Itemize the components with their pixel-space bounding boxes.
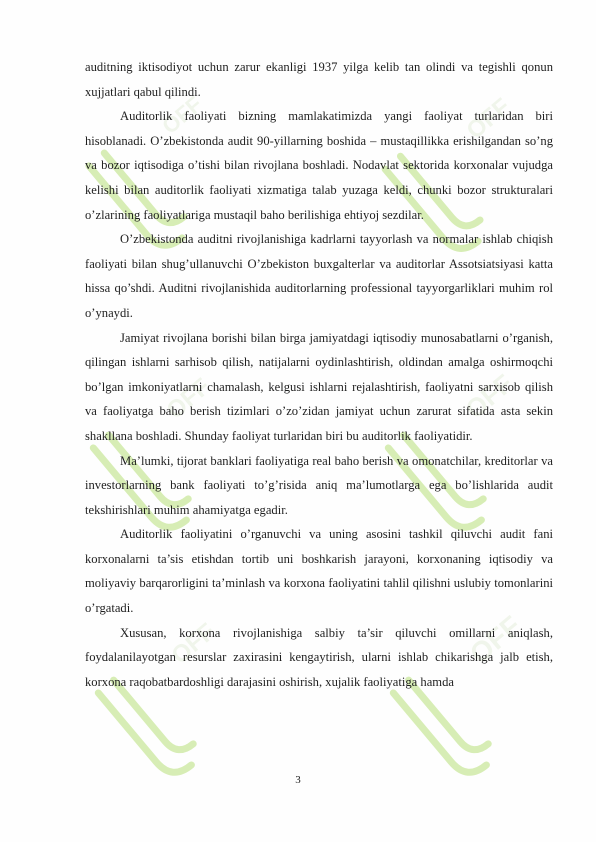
watermark-text: OFF: [157, 91, 207, 139]
page-number: 3: [295, 774, 301, 786]
watermark-text: OFF: [463, 609, 527, 670]
watermark-text: OFF: [161, 373, 216, 425]
paragraph: Xususan, korxona rivojlanishiga salbiy ta’sir qiluvchi omillarni aniqlash, foydalanilayotgan resurslar zaxirasini kengaytirish, ularni ishlab chikarishga jalb etish, korxona raqobatbardoshligi darajasini oshirish, xujalik faoliyatiga hamda: [85, 625, 553, 689]
paragraph: auditning iktisodiyot uchun zarur ekanligi 1937 yilga kelib tan olindi va tegishli qonun xujjatlari qabul qilindi.: [85, 60, 553, 99]
watermark-text: OFF: [166, 618, 221, 670]
watermark-text: OFF: [461, 93, 516, 145]
paragraph: Auditorlik faoliyati bizning mamlakatimizda yangi faoliyat turlaridan biri hisoblanadi. O’zbekistonda audit 90-yillarning boshida – mustaqillikka erishilgandan so’ng va bozor iqtisodiga o’tishi bilan rivojlana boshladi. Nodavlat sektorida korxonalar vujudga kelishi bilan auditorlik faoliyati xizmatiga talab yuzaga keldi, chunki bozor strukturalari o’zlarining faoliyatlariga mustaqil baho berilishiga ehtiyoj sezdilar.: [85, 109, 553, 222]
paragraph: Ma’lumki, tijorat banklari faoliyatiga real baho berish va omonatchilar, kreditorlar va investorlarning bank faoliyati to’g’risida aniq ma’lumotlarga ega bo’lishlarida audit tekshirishlari muhim ahamiyatga egadir.: [85, 453, 553, 517]
watermark-text: OFF: [459, 368, 519, 425]
paragraph: Jamiyat rivojlana borishi bilan birga jamiyatdagi iqtisodiy munosabatlarni o’rganish, qilingan ishlarni sarhisob qilish, natijalarni oydinlashtirish, oldindan amalga oshirmoqchi bo’lgan imkoniyatlarni chamalash, kelgusi ishlarni rejalashtirish, faoliyatni sarxisob qilish va faoliyatga baho berish tizimlari o’zo’zidan jamiyat uchun zarurat sifatida asta sekin shakllana boshladi. Shunday faoliyat turlaridan biri bu auditorlik faoliyatidir.: [85, 330, 553, 443]
paragraph: O’zbekistonda auditni rivojlanishiga kadrlarni tayyorlash va normalar ishlab chiqish faoliyati bilan shug’ullanuvchi O’zbekiston buxgalterlar va auditorlar Assotsiatsiyasi katta hissa qo’shdi. Auditni rivojlanishida auditorlarning professional tayyorgarliklari muhim rol o’ynaydi.: [85, 232, 553, 320]
document-body: [85, 55, 553, 694]
paragraph: Auditorlik faoliyatini o’rganuvchi va uning asosini tashkil qiluvchi audit fani korxonalarni ta’sis etishdan tortib uni boshkarish jarayoni, korxonaning iqtisodiy va moliyaviy barqarorligini ta’minlash va korxona faoliyatini tahlil qilishni uslubiy tomonlarini o’rgatadi.: [85, 527, 553, 616]
